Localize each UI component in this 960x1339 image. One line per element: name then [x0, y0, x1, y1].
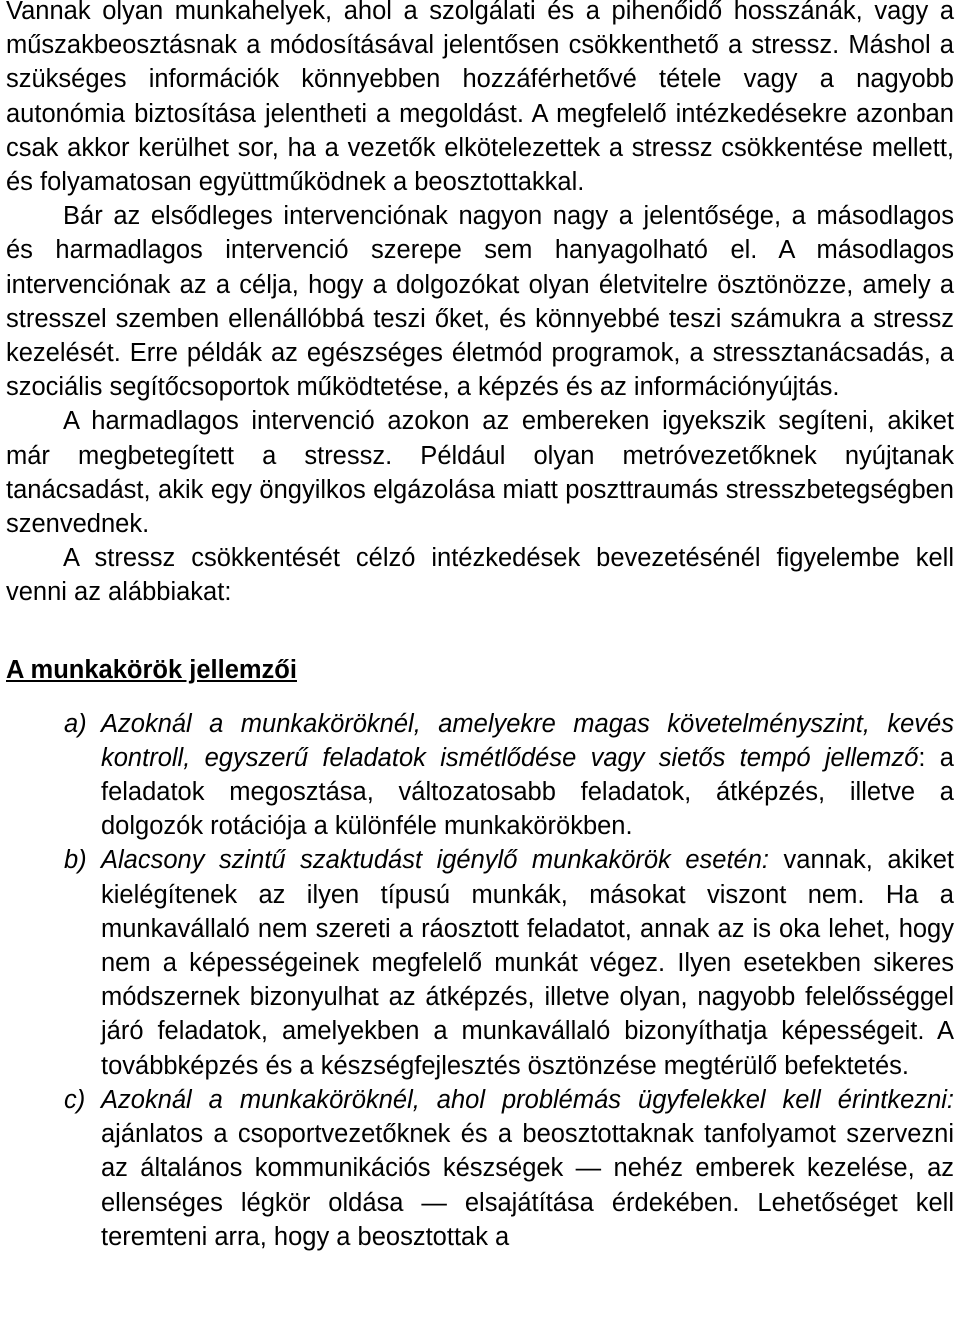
list-item-lead: Alacsony szintű szaktudást igénylő munkakörök esetén: — [101, 846, 769, 875]
list-marker: b) — [64, 846, 87, 875]
body-paragraph: Vannak olyan munkahelyek, ahol a szolgálati és a pihenőidő hosszánák, vagy a műszakbeosztásnak a módosításával jelentősen csökkenthető a stressz. Máshol a szükséges információk könnyebben hozzáférhetővé tétele vagy a nagyobb autonómia biztosítása jelentheti a megoldást. A megfelelő intézkedésekre azonban csak akkor kerülhet sor, ha a vezetők elkötelezettek a stressz csökkentése mellett, és folyamatosan együttműködnek a beosztottakkal. — [6, 0, 954, 197]
list-item-lead: Azoknál a munkaköröknél, amelyekre magas követelményszint, kevés kontroll, egyszerű feladatok ismétlődése vagy sietős tempó jellemző — [101, 709, 954, 772]
list-item-text: : a feladatok megosztása, változatosabb feladatok, átképzés, illetve a dolgozók rotációja a különféle munkakörökben. — [101, 743, 954, 841]
list-item — [6, 843, 954, 1082]
body-paragraph: A harmadlagos intervenció azokon az embereken igyekszik segíteni, akiket már megbetegített a stressz. Például olyan metróvezetőknek nyújtanak tanácsadást, akik egy öngyilkos elgázolása miatt poszttraumás stresszbetegségben szenvednek. — [6, 407, 954, 539]
list-item-text: ajánlatos a csoportvezetőknek és a beosztottaknak tanfolyamot szervezni az általános kommunikációs készségek — nehéz emberek kezelése, az ellenséges légkör oldása — elsajátítása érdekében. Lehetőséget kell teremteni arra, hogy a beosztottak a — [101, 1120, 954, 1251]
list-marker: a) — [64, 709, 87, 738]
section-heading: A munkakörök jellemzői — [6, 655, 297, 684]
list-marker: c) — [64, 1085, 86, 1114]
list — [6, 707, 954, 1254]
body-paragraph: Bár az elsődleges intervenciónak nagyon nagy a jelentősége, a másodlagos és harmadlagos intervenció szerepe sem hanyagolható el. A másodlagos intervenciónak az a célja, hogy a dolgozókat olyan életvitelre ösztönözze, amely a stresszel szemben ellenállóbbá teszi őket, és könnyebbé teszi számukra a stressz kezelését. Erre példák az egészséges életmód programok, a stressztanácsadás, a szociális segítőcsoportok működtetése, a képzés és az információnyújtás. — [6, 202, 954, 402]
document-page — [6, 0, 954, 1254]
list-item-text: vannak, akiket kielégítenek az ilyen típusú munkák, másokat viszont nem. Ha a munkavállaló nem szereti a ráosztott feladatot, annak az is oka lehet, hogy nem a képességeinek megfelelő munkát végez. Ilyen esetekben sikeres módszernek bizonyulhat az átképzés, illetve olyan, nagyobb felelősséggel járó feladatok, amelyekben a munkavállaló bizonyíthatja képességeit. A továbbképzés és a készségfejlesztés ösztönzése megtérülő befektetés. — [101, 846, 954, 1080]
list-item-lead: Azoknál a munkaköröknél, ahol problémás ügyfelekkel kell érintkezni: — [101, 1085, 954, 1114]
list-item — [6, 707, 954, 844]
body-paragraph: A stressz csökkentését célzó intézkedések bevezetésénél figyelembe kell venni az alábbiakat: — [6, 544, 954, 607]
list-item — [6, 1083, 954, 1254]
